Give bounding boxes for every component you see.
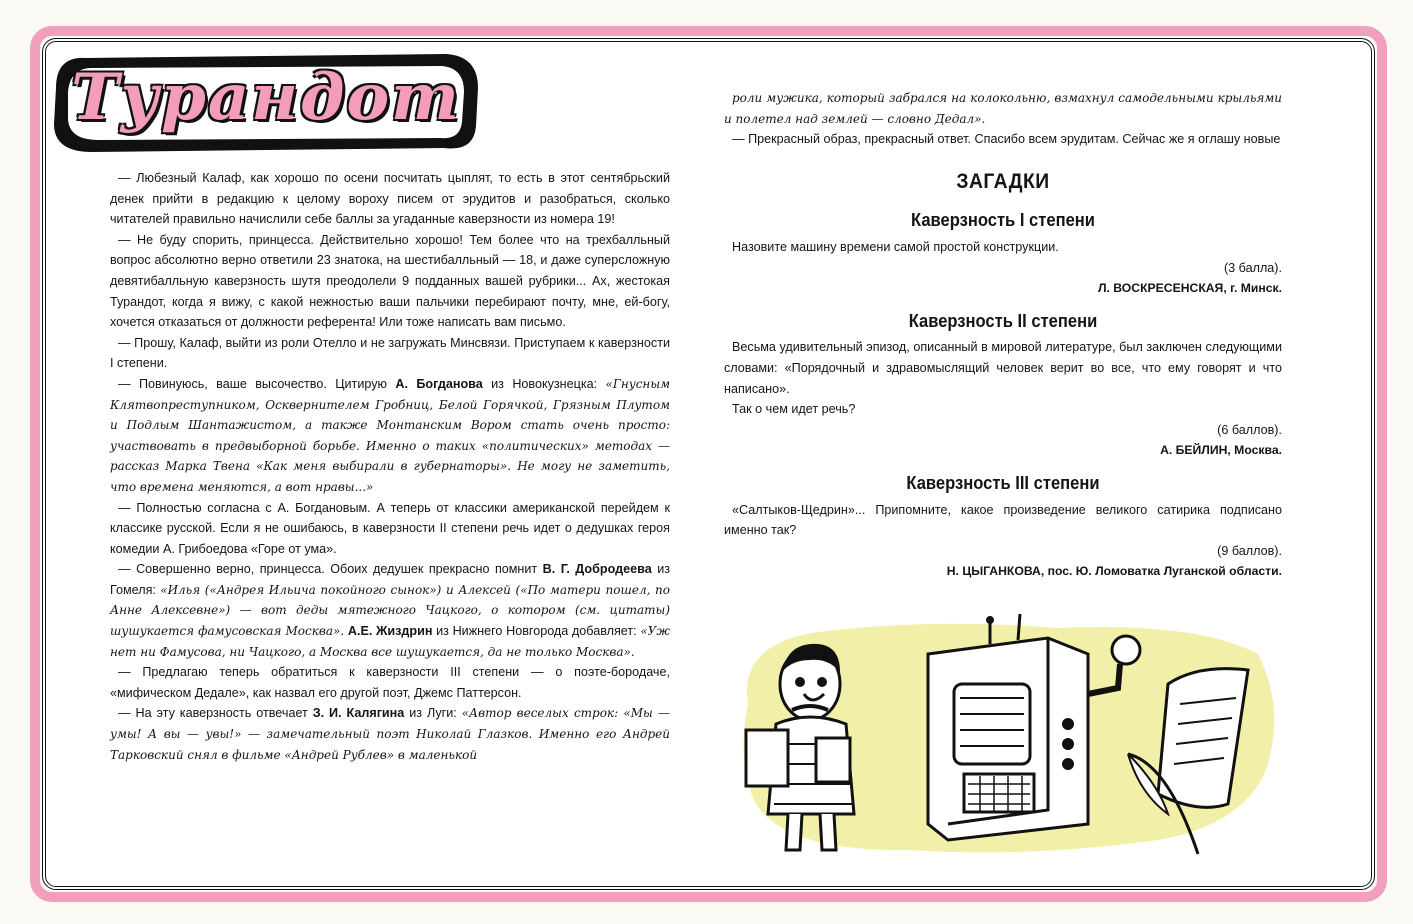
text-span: — Повинуюсь, ваше высочество. Цитирую xyxy=(118,376,387,391)
dialogue-paragraph-6 xyxy=(110,559,670,662)
title-banner xyxy=(46,48,486,156)
riddle-question: Назовите машину времени самой простой конструкции. xyxy=(732,239,1059,254)
text-span: из Нижнего Новгорода добавляет: xyxy=(436,624,637,639)
reader-quote: «Илья («Андрея Ильича покойного сынок») и Алексей («По матери пошел, по Анне Алексевне») — вот деды мятежного Чацкого, о котором (см. цитаты) шушукается фамусовская Москва». xyxy=(110,582,670,639)
cartoon-drawing xyxy=(728,614,1284,864)
riddle-author: Н. ЦЫГАНКОВА, пос. Ю. Ломоватка Луганской области. xyxy=(946,564,1282,579)
dialogue-paragraph-2: — Не буду спорить, принцесса. Действительно хорошо! Тем более что на трехбалльный вопрос абсолютно верно ответили 23 знатока, на шестибалльный — 18, и даже суперсложную девятибалльную каверзность шутя преодолели 9 подданных вашей рубрики... Ах, жестокая Турандот, когда я вижу, с какой нежностью ваши пальчики перебирают почту, мне, ей-богу, хочется отказаться от должности референта! Или тоже написать вам письмо. xyxy=(110,232,670,330)
riddle-author: Л. ВОСКРЕСЕНСКАЯ, г. Минск. xyxy=(1097,281,1282,296)
riddle-points: (9 баллов). xyxy=(1217,543,1282,558)
right-column xyxy=(724,88,1282,582)
dialogue-paragraph-7: — Предлагаю теперь обратиться к каверзности III степени — о поэте-бородаче, «мифическом Дедале», как назвал его другой поэт, Джемс Паттерсон. xyxy=(110,665,670,700)
dialogue-paragraph-4 xyxy=(110,374,670,498)
text-span: из Луги: xyxy=(409,706,457,721)
text-span: из Гомеля: xyxy=(110,562,670,597)
riddle-3 xyxy=(724,473,1282,582)
text-span: из Новокузнецка: xyxy=(491,376,598,391)
left-column xyxy=(110,168,670,765)
riddle-heading: Каверзность I степени xyxy=(911,210,1095,231)
riddles-heading: ЗАГАДКИ xyxy=(956,169,1050,193)
riddle-heading: Каверзность III степени xyxy=(906,472,1100,493)
reader-quote: «Уж нет ни Фамусова, ни Чацкого, а Москва все шушукается, да не только Москва». xyxy=(110,624,670,659)
riddle-author: А. БЕЙЛИН, Москва. xyxy=(1160,443,1282,458)
riddle-points: (3 балла). xyxy=(1223,260,1282,275)
text-span: — На эту каверзность отвечает xyxy=(118,706,308,721)
riddle-question-followup: Так о чем идет речь? xyxy=(732,402,856,417)
quote-continuation: роли мужика, который забрался на колокольню, взмахнул самодельными крыльями и полетел над землей — словно Дедал». xyxy=(724,91,1282,126)
riddle-2 xyxy=(724,311,1282,461)
page-title: Турандот xyxy=(71,60,461,135)
text-span: — Совершенно верно, принцесса. Обоих дедушек прекрасно помнит xyxy=(118,562,538,577)
dialogue-paragraph-8 xyxy=(110,703,670,765)
reader-quote: «Автор веселых строк: «Мы — умы! А вы — увы!» — замечательный поэт Николай Глазков. Именно его Андрей Тарковский снял в фильме «Андрей Рублев» в маленькой xyxy=(110,706,671,762)
dialogue-paragraph-3: — Прошу, Калаф, выйти из роли Отелло и не загружать Минсвязи. Приступаем к каверзности I степени. xyxy=(110,335,670,371)
dialogue-paragraph-5: — Полностью согласна с А. Богдановым. А теперь от классики американской перейдем к классике русской. Если я не ошибаюсь, в каверзности II степени речь идет о дедушках героя комедии А. Грибоедова «Горе от ума». xyxy=(110,500,670,556)
reader-quote: «Гнусным Клятвопреступником, Осквернителем Гробниц, Белой Горячкой, Грязным Плутом и Подлым Шантажистом, а также Монтанским Вором стать очень просто: участвовать в предвыборной борьбе. Именно о таких «политических» методах — рассказ Марка Твена «Как меня выбирали в губернаторы». Не могу не заметить, что времена меняются, а вот нравы...» xyxy=(110,376,671,494)
riddle-points: (6 баллов). xyxy=(1217,422,1282,437)
riddle-question: «Салтыков-Щедрин»... Припомните, какое произведение великого сатирика подписано именно так? xyxy=(724,502,1282,538)
cartoon-illustration xyxy=(728,614,1284,864)
reader-name: А.Е. Жиздрин xyxy=(347,624,433,639)
reader-name: В. Г. Добродеева xyxy=(542,562,652,577)
closing-paragraph: — Прекрасный образ, прекрасный ответ. Спасибо всем эрудитам. Сейчас же я оглашу новые xyxy=(732,132,1281,147)
reader-name: З. И. Калягина xyxy=(312,706,405,721)
dialogue-paragraph-1: — Любезный Калаф, как хорошо по осени посчитать цыплят, то есть в этот сентябрьский денек прийти в редакцию к целому вороху писем от эрудитов и разобраться, сколько читателей правильно начислили себе баллы за угаданные каверзности из номера 19! xyxy=(110,171,670,227)
riddle-heading: Каверзность II степени xyxy=(908,310,1098,331)
riddle-1 xyxy=(724,210,1282,298)
riddle-question: Весьма удивительный эпизод, описанный в мировой литературе, был заключен следующими словами: «Порядочный и здравомыслящий человек верит во все, что ему говорят и что написано». xyxy=(724,340,1282,396)
reader-name: А. Богданова xyxy=(395,376,483,391)
